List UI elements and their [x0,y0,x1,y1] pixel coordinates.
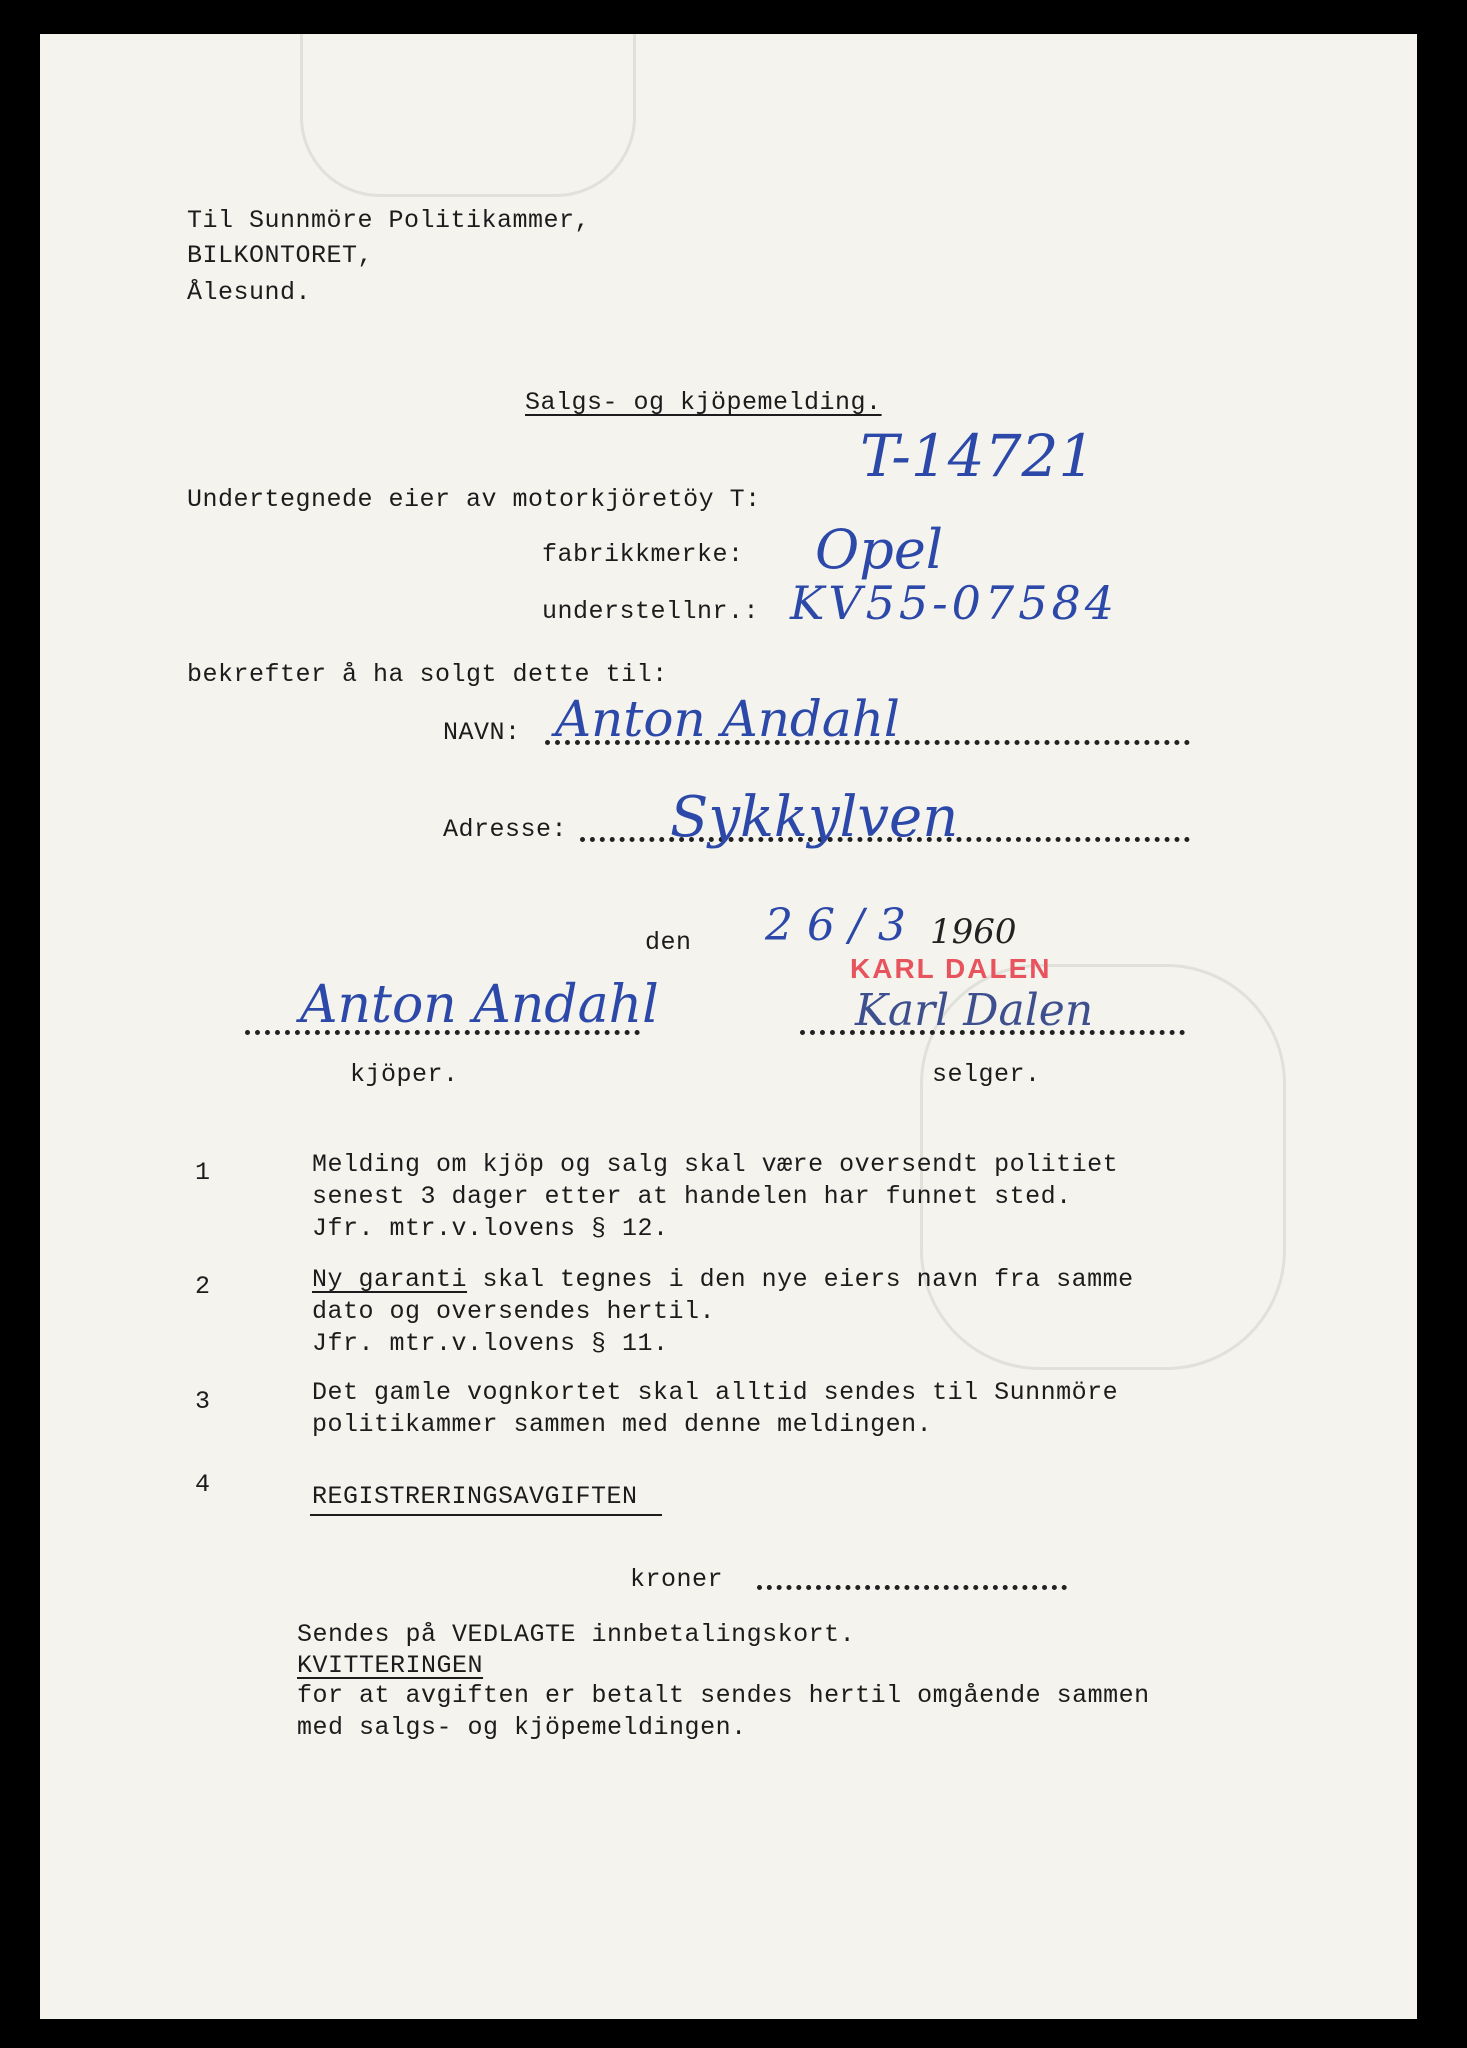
note-4-heading-underline [310,1514,662,1516]
seller-label: selger. [932,1060,1041,1089]
note-2-line-1 [312,1265,1134,1294]
note-4-heading: REGISTRERINGSAVGIFTEN [312,1482,638,1511]
fee-line-1: Sendes på VEDLAGTE innbetalingskort. [297,1620,856,1649]
watermark-seal-top [300,34,636,197]
note-1-line-2: senest 3 dager etter at handelen har funnet sted. [312,1182,1072,1211]
name-label: NAVN: [443,718,521,747]
owner-label: Undertegnede eier av motorkjöretöy T: [187,485,761,514]
name-handwritten: Anton Andahl [555,690,900,748]
kroner-dotted-line [757,1585,1067,1590]
note-1-line-1: Melding om kjöp og salg skal være oversendt politiet [312,1150,1119,1179]
note-2-line-2: dato og oversendes hertil. [312,1297,716,1326]
page-title: Salgs- og kjöpemelding. [525,388,882,417]
kroner-label: kroner [630,1565,724,1594]
address-line-1: Til Sunnmöre Politikammer, [187,206,591,235]
note-1-number: 1 [195,1158,211,1187]
note-4-number: 4 [195,1470,211,1499]
buyer-signature: Anton Andahl [300,975,659,1035]
note-2-line-3: Jfr. mtr.v.lovens § 11. [312,1329,669,1358]
note-3-line-2: politikammer sammen med denne meldingen. [312,1410,933,1439]
note-2-number: 2 [195,1272,211,1301]
note-3-number: 3 [195,1387,211,1416]
fee-line-3: med salgs- og kjöpemeldingen. [297,1713,747,1742]
buyer-label: kjöper. [350,1060,459,1089]
note-1-line-3: Jfr. mtr.v.lovens § 12. [312,1214,669,1243]
date-prefix: den [645,928,692,957]
address-line-3: Ålesund. [187,278,312,307]
chassis-handwritten: KV55-07584 [790,576,1118,630]
make-handwritten: Opel [815,518,944,581]
year-handwritten: 1960 [930,912,1017,952]
make-label: fabrikkmerke: [542,540,744,569]
chassis-label: understellnr.: [542,597,760,626]
confirm-label: bekrefter å ha solgt dette til: [187,660,668,689]
date-handwritten: 26/3 [765,900,920,951]
fee-line-2: for at avgiften er betalt sendes hertil omgående sammen [297,1681,1150,1710]
address-line-2: BILKONTORET, [187,241,374,270]
seller-signature: Karl Dalen [855,985,1094,1036]
note-2-underlined: Ny garanti [312,1265,468,1294]
receipt-heading: KVITTERINGEN [297,1651,484,1680]
seller-stamp: KARL DALEN [850,953,1052,984]
address-label: Adresse: [443,815,568,844]
note-3-line-1: Det gamle vognkortet skal alltid sendes til Sunnmöre [312,1378,1119,1407]
note-2-line-1-rest: skal tegnes i den nye eiers navn fra samme [467,1265,1134,1294]
reg-number-handwritten: T-14721 [860,422,1096,490]
seller-dotted-line [800,1030,1185,1035]
address-handwritten: Sykkylven [670,785,959,850]
buyer-dotted-line [245,1030,640,1035]
